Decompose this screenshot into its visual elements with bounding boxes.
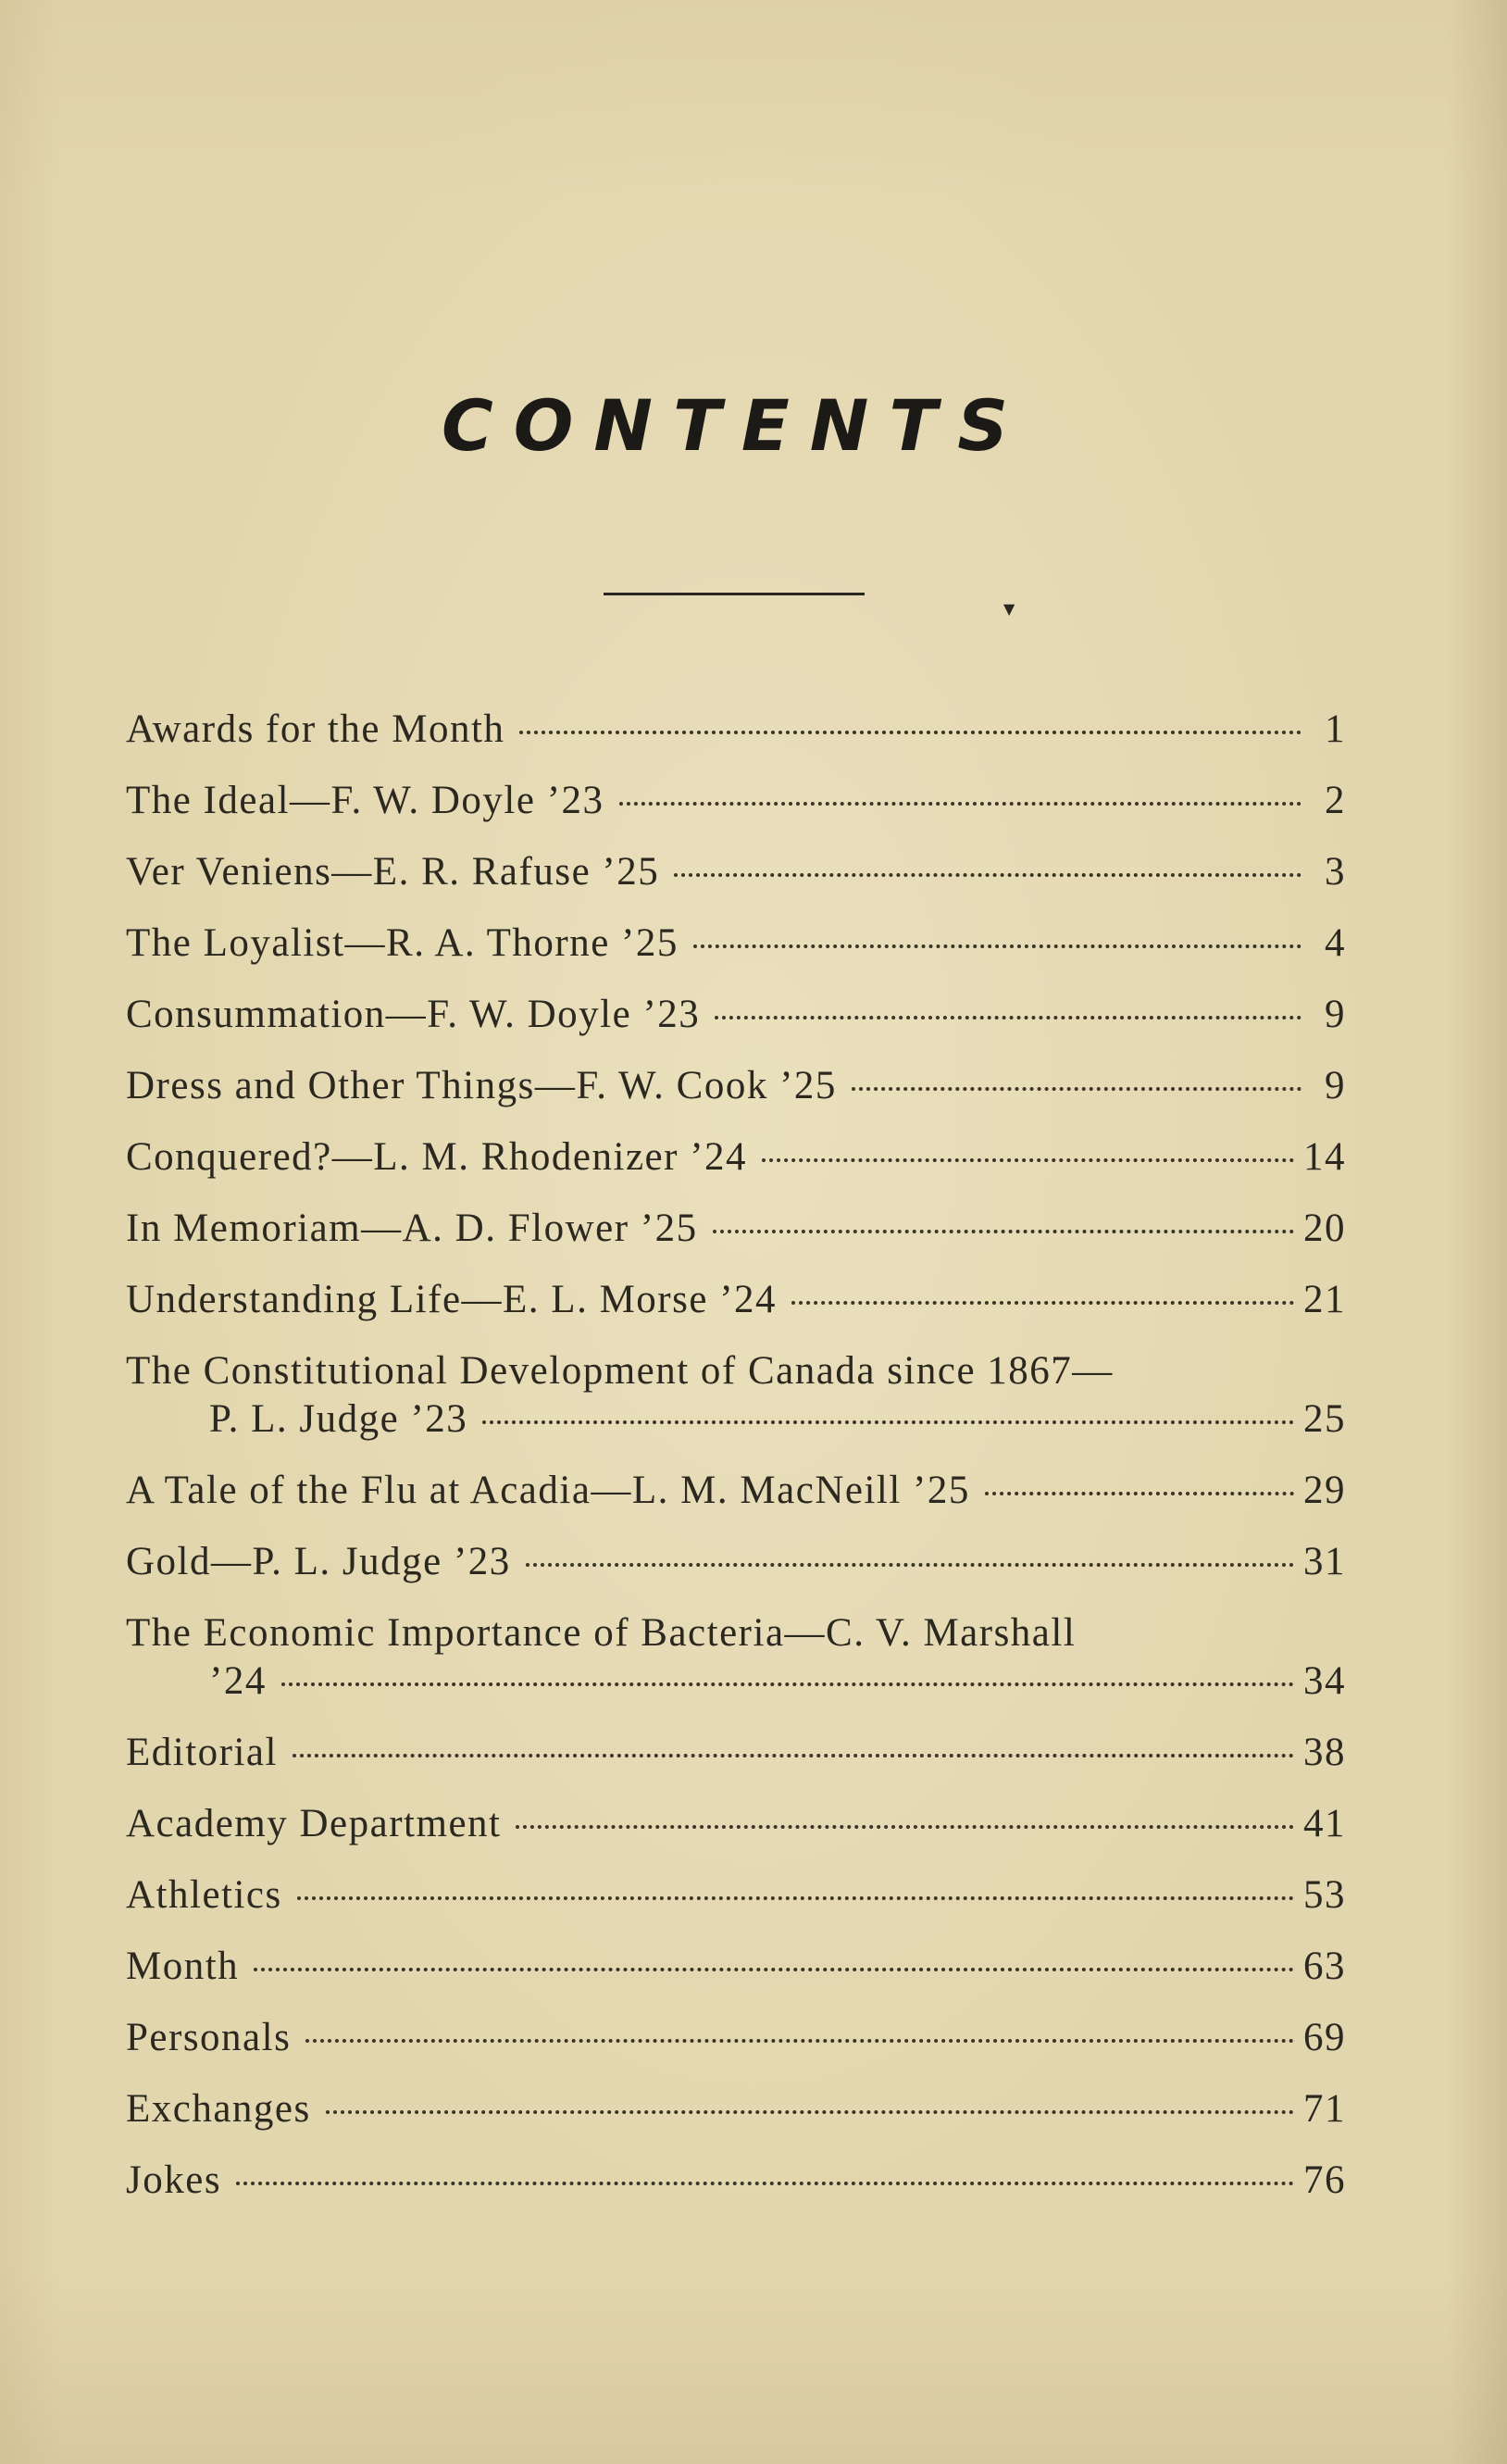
toc-entry[interactable] [126,2085,1346,2133]
dot-leader [619,802,1302,806]
entry-page: 29 [1303,1469,1346,1512]
dot-leader [482,1420,1294,1424]
dot-leader [693,944,1302,948]
entry-page: 41 [1303,1802,1346,1845]
entry-title: Month [126,1945,240,1988]
entry-page: 63 [1303,1945,1346,1988]
toc-entry[interactable] [126,1347,1346,1444]
entry-title-continued: P. L. Judge ’23 [209,1397,468,1441]
dot-leader [791,1301,1294,1305]
toc-entry[interactable] [126,1467,1346,1515]
toc-entry[interactable] [126,1062,1346,1110]
entry-page: 71 [1303,2087,1346,2131]
entry-title: Conquered?—L. M. Rhodenizer ’24 [126,1135,748,1179]
entry-page: 9 [1325,1064,1346,1107]
entry-page: 69 [1303,2016,1346,2059]
entry-title: The Economic Importance of Bacteria—C. V. Marshall [126,1611,1077,1655]
entry-page: 4 [1325,921,1346,965]
toc-entry[interactable] [126,1276,1346,1324]
entry-page: 53 [1303,1873,1346,1917]
table-of-contents [126,706,1346,2228]
dot-leader [674,873,1302,877]
entry-page: 20 [1303,1207,1346,1250]
dot-leader [852,1087,1302,1091]
toc-entry[interactable] [126,2014,1346,2062]
entry-continuation [126,1395,1346,1444]
toc-entry[interactable] [126,1729,1346,1777]
entry-page: 14 [1303,1135,1346,1179]
dot-leader [713,1230,1294,1233]
entry-title: Awards for the Month [126,707,505,751]
toc-entry[interactable] [126,1800,1346,1848]
dot-leader [762,1158,1294,1162]
entry-title: Ver Veniens—E. R. Rafuse ’25 [126,850,660,894]
entry-page: 31 [1303,1540,1346,1583]
toc-entry[interactable] [126,706,1346,754]
ornament-icon: ▼ [1003,600,1015,618]
toc-entry[interactable] [126,848,1346,896]
entry-title: In Memoriam—A. D. Flower ’25 [126,1207,698,1250]
dot-leader [516,1825,1294,1829]
dot-leader [305,2039,1294,2043]
entry-page: 34 [1303,1659,1346,1703]
entry-title: Athletics [126,1873,282,1917]
entry-title-continued: ’24 [209,1659,267,1703]
entry-title: Understanding Life—E. L. Morse ’24 [126,1278,778,1321]
entry-title: The Ideal—F. W. Doyle ’23 [126,779,604,822]
entry-title: Editorial [126,1731,278,1774]
entry-page: 2 [1325,779,1346,822]
entry-page: 76 [1303,2158,1346,2202]
dot-leader [281,1682,1294,1686]
entry-title: Jokes [126,2158,222,2202]
toc-entry[interactable] [126,1943,1346,1991]
dot-leader [519,731,1302,734]
entry-title: The Constitutional Development of Canada since 1867— [126,1349,1114,1393]
toc-entry[interactable] [126,1871,1346,1920]
dot-leader [236,2182,1294,2185]
entry-title: Academy Department [126,1802,502,1845]
page-title: CONTENTS [442,384,1028,467]
entry-page: 38 [1303,1731,1346,1774]
entry-title: Exchanges [126,2087,311,2131]
entry-page: 9 [1325,993,1346,1036]
toc-entry[interactable] [126,1538,1346,1586]
toc-entry[interactable] [126,777,1346,825]
toc-entry[interactable] [126,991,1346,1039]
entry-title: Consummation—F. W. Doyle ’23 [126,993,701,1036]
entry-title: A Tale of the Flu at Acadia—L. M. MacNeill ’25 [126,1469,970,1512]
toc-entry[interactable] [126,1205,1346,1253]
entry-page: 25 [1303,1397,1346,1441]
entry-title: The Loyalist—R. A. Thorne ’25 [126,921,679,965]
toc-entry[interactable] [126,1609,1346,1706]
title-rule [604,593,865,595]
toc-entry[interactable] [126,2157,1346,2205]
dot-leader [254,1968,1294,1971]
toc-entry[interactable] [126,919,1346,968]
entry-page: 3 [1325,850,1346,894]
dot-leader [526,1563,1294,1567]
entry-title: Gold—P. L. Judge ’23 [126,1540,511,1583]
dot-leader [715,1016,1302,1019]
dot-leader [297,1896,1294,1900]
dot-leader [293,1754,1294,1757]
toc-entry[interactable] [126,1133,1346,1182]
entry-page: 21 [1303,1278,1346,1321]
dot-leader [985,1492,1294,1495]
entry-page: 1 [1325,707,1346,751]
dot-leader [326,2110,1294,2114]
entry-title: Dress and Other Things—F. W. Cook ’25 [126,1064,837,1107]
entry-continuation [126,1657,1346,1706]
entry-title: Personals [126,2016,292,2059]
